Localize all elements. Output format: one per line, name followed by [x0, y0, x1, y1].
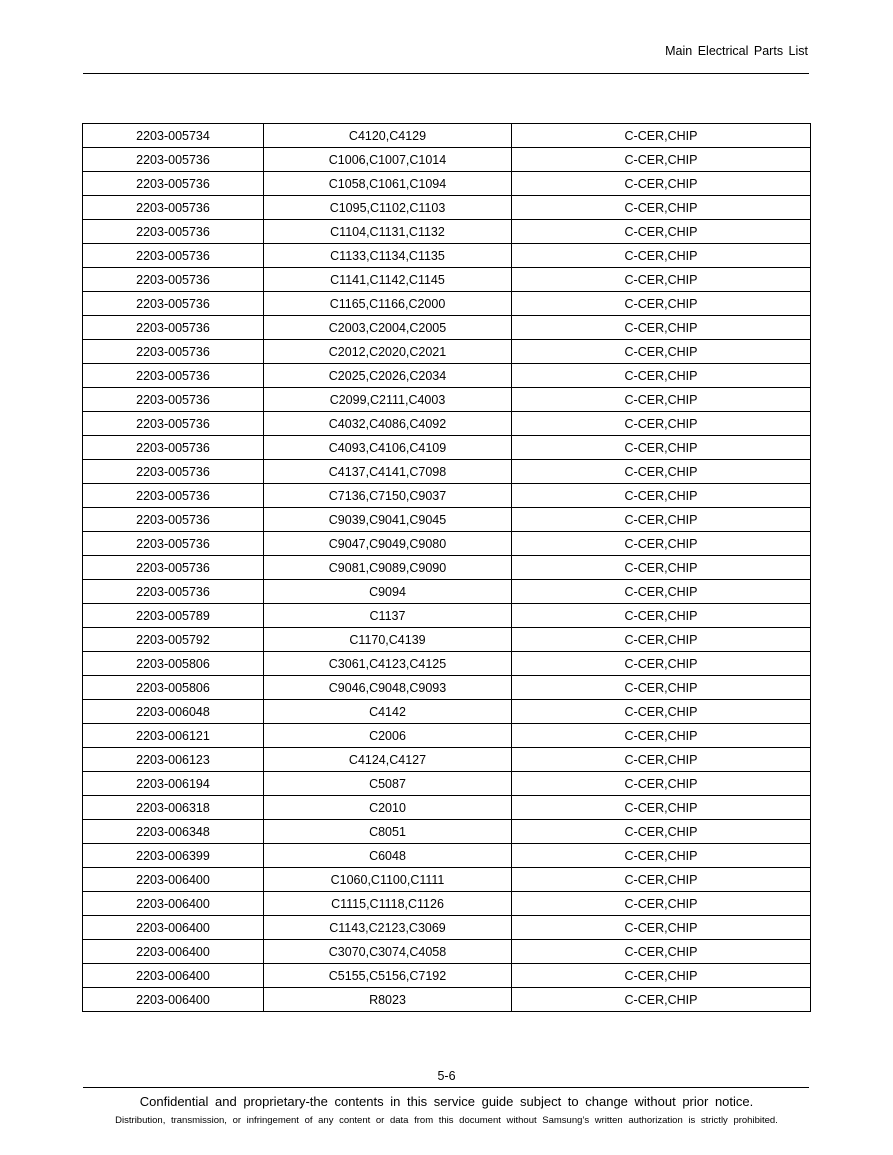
description-cell: C-CER,CHIP — [512, 892, 811, 916]
table-row — [83, 892, 811, 916]
part-code-cell: 2203-005736 — [83, 292, 264, 316]
part-code-cell: 2203-005736 — [83, 388, 264, 412]
part-code-cell: 2203-005806 — [83, 652, 264, 676]
table-row — [83, 868, 811, 892]
table-row — [83, 484, 811, 508]
description-cell: C-CER,CHIP — [512, 700, 811, 724]
part-code-cell: 2203-005734 — [83, 124, 264, 148]
description-cell: C-CER,CHIP — [512, 436, 811, 460]
table-row — [83, 940, 811, 964]
part-code-cell: 2203-005736 — [83, 268, 264, 292]
table-row — [83, 196, 811, 220]
table-row — [83, 796, 811, 820]
description-cell: C-CER,CHIP — [512, 172, 811, 196]
description-cell: C-CER,CHIP — [512, 148, 811, 172]
table-row — [83, 988, 811, 1012]
location-cell: C3061,C4123,C4125 — [264, 652, 512, 676]
description-cell: C-CER,CHIP — [512, 316, 811, 340]
location-cell: R8023 — [264, 988, 512, 1012]
part-code-cell: 2203-005736 — [83, 340, 264, 364]
part-code-cell: 2203-006194 — [83, 772, 264, 796]
description-cell: C-CER,CHIP — [512, 292, 811, 316]
part-code-cell: 2203-005736 — [83, 172, 264, 196]
location-cell: C9047,C9049,C9080 — [264, 532, 512, 556]
description-cell: C-CER,CHIP — [512, 916, 811, 940]
location-cell: C1060,C1100,C1111 — [264, 868, 512, 892]
location-cell: C1137 — [264, 604, 512, 628]
description-cell: C-CER,CHIP — [512, 556, 811, 580]
location-cell: C1143,C2123,C3069 — [264, 916, 512, 940]
table-row — [83, 580, 811, 604]
table-row — [83, 292, 811, 316]
location-cell: C4124,C4127 — [264, 748, 512, 772]
page-number: 5-6 — [437, 1069, 456, 1083]
part-code-cell: 2203-005736 — [83, 220, 264, 244]
location-cell: C2099,C2111,C4003 — [264, 388, 512, 412]
description-cell: C-CER,CHIP — [512, 244, 811, 268]
table-row — [83, 772, 811, 796]
location-cell: C7136,C7150,C9037 — [264, 484, 512, 508]
location-cell: C1165,C1166,C2000 — [264, 292, 512, 316]
description-cell: C-CER,CHIP — [512, 412, 811, 436]
part-code-cell: 2203-006318 — [83, 796, 264, 820]
description-cell: C-CER,CHIP — [512, 364, 811, 388]
part-code-cell: 2203-006348 — [83, 820, 264, 844]
page-header-title: Main Electrical Parts List — [665, 44, 808, 58]
description-cell: C-CER,CHIP — [512, 340, 811, 364]
table-row — [83, 748, 811, 772]
part-code-cell: 2203-006400 — [83, 868, 264, 892]
part-code-cell: 2203-005736 — [83, 412, 264, 436]
table-row — [83, 724, 811, 748]
part-code-cell: 2203-005736 — [83, 436, 264, 460]
location-cell: C9046,C9048,C9093 — [264, 676, 512, 700]
table-row — [83, 148, 811, 172]
table-row — [83, 364, 811, 388]
description-cell: C-CER,CHIP — [512, 724, 811, 748]
location-cell: C9039,C9041,C9045 — [264, 508, 512, 532]
description-cell: C-CER,CHIP — [512, 628, 811, 652]
part-code-cell: 2203-005736 — [83, 484, 264, 508]
part-code-cell: 2203-006400 — [83, 892, 264, 916]
table-row — [83, 316, 811, 340]
table-row — [83, 532, 811, 556]
description-cell: C-CER,CHIP — [512, 796, 811, 820]
parts-table-body — [83, 124, 811, 1012]
part-code-cell: 2203-006400 — [83, 916, 264, 940]
part-code-cell: 2203-006048 — [83, 700, 264, 724]
part-code-cell: 2203-005736 — [83, 556, 264, 580]
footer-divider — [83, 1087, 809, 1088]
part-code-cell: 2203-005789 — [83, 604, 264, 628]
description-cell: C-CER,CHIP — [512, 652, 811, 676]
description-cell: C-CER,CHIP — [512, 604, 811, 628]
part-code-cell: 2203-005792 — [83, 628, 264, 652]
part-code-cell: 2203-005736 — [83, 316, 264, 340]
table-row — [83, 628, 811, 652]
location-cell: C6048 — [264, 844, 512, 868]
location-cell: C8051 — [264, 820, 512, 844]
part-code-cell: 2203-005736 — [83, 508, 264, 532]
location-cell: C2006 — [264, 724, 512, 748]
location-cell: C1170,C4139 — [264, 628, 512, 652]
location-cell: C2003,C2004,C2005 — [264, 316, 512, 340]
part-code-cell: 2203-005736 — [83, 364, 264, 388]
part-code-cell: 2203-005736 — [83, 148, 264, 172]
description-cell: C-CER,CHIP — [512, 388, 811, 412]
location-cell: C1141,C1142,C1145 — [264, 268, 512, 292]
description-cell: C-CER,CHIP — [512, 124, 811, 148]
description-cell: C-CER,CHIP — [512, 532, 811, 556]
location-cell: C4137,C4141,C7098 — [264, 460, 512, 484]
location-cell: C4120,C4129 — [264, 124, 512, 148]
description-cell: C-CER,CHIP — [512, 940, 811, 964]
part-code-cell: 2203-005736 — [83, 532, 264, 556]
part-code-cell: 2203-005736 — [83, 580, 264, 604]
part-code-cell: 2203-006399 — [83, 844, 264, 868]
table-row — [83, 844, 811, 868]
description-cell: C-CER,CHIP — [512, 868, 811, 892]
part-code-cell: 2203-006400 — [83, 988, 264, 1012]
table-row — [83, 436, 811, 460]
part-code-cell: 2203-006400 — [83, 964, 264, 988]
description-cell: C-CER,CHIP — [512, 220, 811, 244]
part-code-cell: 2203-006400 — [83, 940, 264, 964]
header-divider — [83, 73, 809, 74]
part-code-cell: 2203-005736 — [83, 244, 264, 268]
table-row — [83, 676, 811, 700]
description-cell: C-CER,CHIP — [512, 484, 811, 508]
description-cell: C-CER,CHIP — [512, 748, 811, 772]
description-cell: C-CER,CHIP — [512, 460, 811, 484]
table-row — [83, 652, 811, 676]
description-cell: C-CER,CHIP — [512, 844, 811, 868]
confidential-notice: Confidential and proprietary-the contents in this service guide subject to change without prior notice. — [139, 1094, 754, 1109]
part-code-cell: 2203-005806 — [83, 676, 264, 700]
description-cell: C-CER,CHIP — [512, 820, 811, 844]
location-cell: C2025,C2026,C2034 — [264, 364, 512, 388]
part-code-cell: 2203-005736 — [83, 460, 264, 484]
distribution-notice: Distribution, transmission, or infringement of any content or data from this document without Samsung’s written authorization is strictly prohibited. — [115, 1115, 778, 1126]
description-cell: C-CER,CHIP — [512, 268, 811, 292]
location-cell: C4142 — [264, 700, 512, 724]
location-cell: C1095,C1102,C1103 — [264, 196, 512, 220]
location-cell: C5155,C5156,C7192 — [264, 964, 512, 988]
description-cell: C-CER,CHIP — [512, 508, 811, 532]
description-cell: C-CER,CHIP — [512, 676, 811, 700]
table-row — [83, 700, 811, 724]
location-cell: C1115,C1118,C1126 — [264, 892, 512, 916]
location-cell: C1006,C1007,C1014 — [264, 148, 512, 172]
table-row — [83, 220, 811, 244]
table-row — [83, 964, 811, 988]
table-row — [83, 604, 811, 628]
part-code-cell: 2203-006121 — [83, 724, 264, 748]
table-row — [83, 412, 811, 436]
table-row — [83, 508, 811, 532]
location-cell: C3070,C3074,C4058 — [264, 940, 512, 964]
table-row — [83, 556, 811, 580]
location-cell: C4093,C4106,C4109 — [264, 436, 512, 460]
part-code-cell: 2203-005736 — [83, 196, 264, 220]
description-cell: C-CER,CHIP — [512, 580, 811, 604]
table-row — [83, 340, 811, 364]
table-row — [83, 124, 811, 148]
description-cell: C-CER,CHIP — [512, 988, 811, 1012]
description-cell: C-CER,CHIP — [512, 196, 811, 220]
location-cell: C1133,C1134,C1135 — [264, 244, 512, 268]
description-cell: C-CER,CHIP — [512, 964, 811, 988]
location-cell: C5087 — [264, 772, 512, 796]
location-cell: C2012,C2020,C2021 — [264, 340, 512, 364]
table-row — [83, 172, 811, 196]
location-cell: C9094 — [264, 580, 512, 604]
table-row — [83, 916, 811, 940]
table-row — [83, 460, 811, 484]
location-cell: C4032,C4086,C4092 — [264, 412, 512, 436]
location-cell: C1058,C1061,C1094 — [264, 172, 512, 196]
description-cell: C-CER,CHIP — [512, 772, 811, 796]
table-row — [83, 244, 811, 268]
parts-table — [82, 123, 811, 1012]
table-row — [83, 388, 811, 412]
location-cell: C2010 — [264, 796, 512, 820]
table-row — [83, 820, 811, 844]
location-cell: C1104,C1131,C1132 — [264, 220, 512, 244]
location-cell: C9081,C9089,C9090 — [264, 556, 512, 580]
part-code-cell: 2203-006123 — [83, 748, 264, 772]
table-row — [83, 268, 811, 292]
